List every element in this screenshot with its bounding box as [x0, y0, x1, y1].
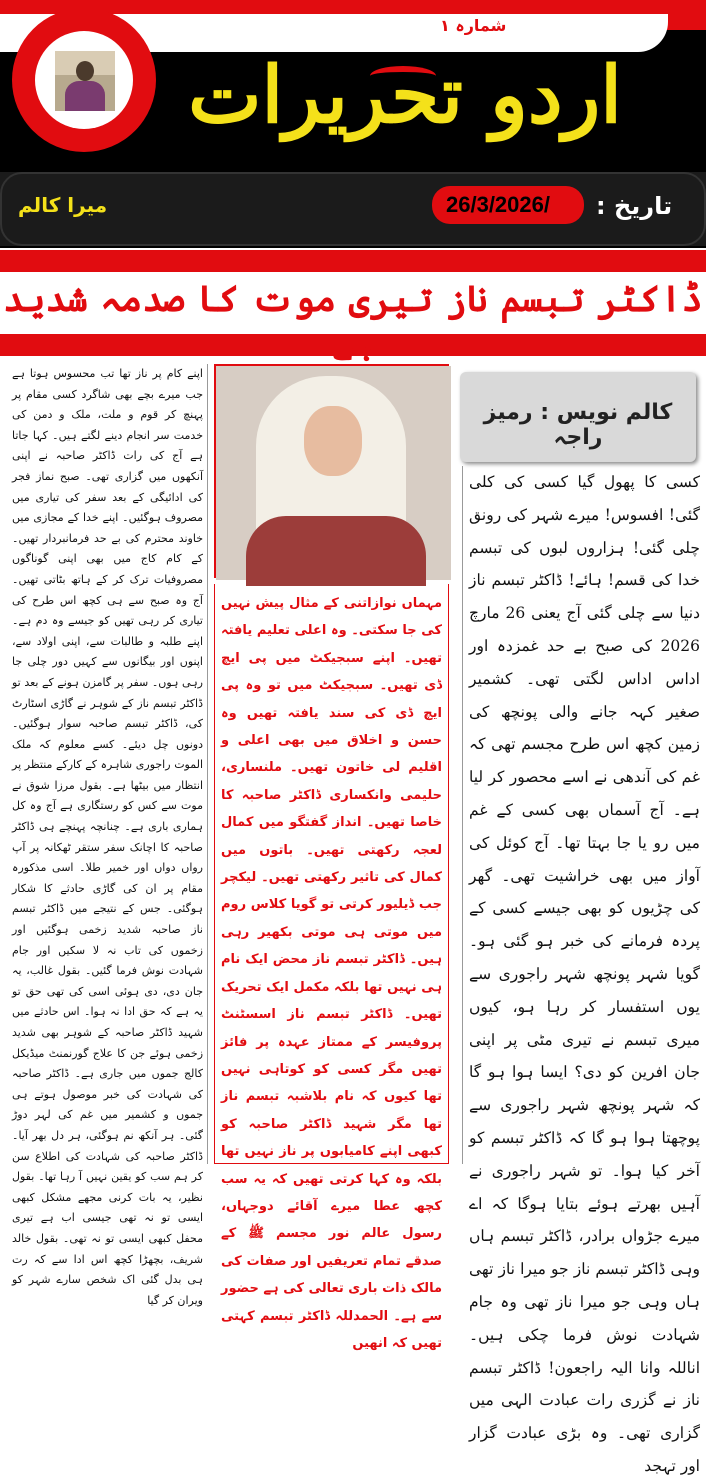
article-column-middle — [214, 584, 449, 1351]
column-name: میرا کالم — [18, 193, 108, 217]
article-text-middle: مہماں نوازاتنی کے مثال پیش نہیں کی جا سکتی۔ وہ اعلی تعلیم یافتہ تھیں۔ اپنے سبجیکٹ میں پی ایچ ڈی تھیں۔ سبجیکٹ میں تو وہ پی ایچ ڈی کی سند یافتہ تھیں وہ حسن و اخلاق میں بھی اعلی و اقلیم لی خاتون تھیں۔ ملنساری، حلیمی وانکساری ڈاکٹر صاحبہ کا خاصا تھیں۔ انداز گفتگو میں کمال لعجہ رکھتی تھیں۔ باتوں میں کمال کی تاثیر رکھتی تھیں۔ لیکچر جب ڈیلیور کرتی تو گویا کلاس روم میں موتی ہی موتی بکھیر رہی ہیں۔ ڈاکٹر تبسم ناز محض ایک نام ہی نہیں تھا بلکہ مکمل ایک تحریک تھیں۔ ڈاکٹر تبسم ناز اسسٹنٹ پروفیسر کے ممتاز عہدہ پر فائز تھیں مگر کسی کو کوتاہی نہیں تھا کیوں کہ نام بلاشبہ تبسم ناز تھا مگر شہید ڈاکٹر صاحبہ کو کبھی اپنے کامیابوں پر ناز نہیں تھا بلکہ وہ کہا کرتی تھیں کہ یہ سب کچھ عطا میرے آقائے دوجہاں، رسول عالم نور مجسم ﷺ کے صدقے تمام تعریفیں اور صفات کی مالک ذات باری تعالی کی ہے حضور سے ہے۔ الحمدللہ ڈاکٹر تبسم کہتی تھیں کہ انھیں — [221, 596, 442, 1351]
masthead-title: اردو تحریرات — [188, 50, 622, 141]
date-label: تاریخ : — [596, 192, 673, 220]
author-photo — [35, 31, 133, 129]
article-text-left: اپنے کام پر ناز تھا تب محسوس ہوتا ہے جب میرے بچے بھی شاگرد کسی مقام پر پہنچ کر قوم و ملت، ملک و دمن کی خدمت سر انجام دینے لگتے ہیں۔ کہا جاتا ہے آج کی رات ڈاکٹر صاحبہ نے اپنی آنکھوں میں گزاری تھی۔ صبح نماز فجر کی ادائیگی کے بعد سفر کی تیاری میں مصروف ہوگئیں۔ اپنے خدا کے مجازی میں خاوند محترم کی بے حد فرمانبردار تھیں۔ کے کام کاج میں بھی اپنی گوناگوں مصروفیات ترک کر کے ہاتھ بٹاتی تھیں۔ آج وہ صبح سے ہی کچھ اس طرح کی تیاری کر رہی تھیں کو جیسے وہ دم ہے۔ اپنے طلبہ و طالبات سے، اپنی اولاد سے، اپنوں اور بیگانوں سے کہیں دور چلی جا رہی ہوں۔ سفر پر گامزن ہونے کے بعد تو ڈاکٹر تبسم ناز کے شوہر نے گاڑی اسٹارٹ کی، ڈاکٹر تبسم صاحبہ سوار ہوگئیں۔ دونوں چل دیئے۔ کسے معلوم کہ ملک الموت راجوری شاہرہ کے کارکے منتظر پر انتظار میں بیٹھا ہے۔ بقول مرزا شوق نے موت سے کس کو رستگاری ہے آج وہ کل ہماری باری ہے۔ چنانچہ پہنچے ہی ڈاکٹر صاحبہ کا اچانک سفر ستقر ٹھکانہ پر آپ رواں دواں اور خمیر طلا۔ اسی مذکورہ مقام پر ان کی گاڑی حادثے کا شکار ہوگئی۔ جس کے نتیجے میں ڈاکٹر تبسم ناز صاحبہ شدید زخمی ہوگئیں اور زخموں کی تاب نہ لا سکیں اور جام شہادت نوش فرما گئیں۔ بقول غالب، یہ جان دی، دی ہوئی اسی کی تھی حق تو یہ ہے کہ حق ادا نہ ہوا۔ اس حادثے میں شہید ڈاکٹر صاحبہ کے شوہر بھی شدید زخمی ہوئے جن کا علاج گورنمنٹ میڈیکل کالج جموں میں جاری ہے۔ ڈاکٹر صاحبہ کی شہادت کی خبر موصول ہوتے ہی جموں و کشمیر میں غم کی لہر دوڑ گئی۔ ہر آنکھ نم ہوگئی، ہر دل بھر آیا۔ ڈاکٹر صاحبہ کی شہادت کی اطلاع سن کر ہم سب کو یقین نہیں آ رہا تھا۔ بقول نظیر، یہ بات کرنی مجھے مشکل کبھی ایسی تو نہ تھی جیسی اب ہے تیری محفل کبھی ایسی تو نہ تھی۔ بقول خالد شریف، بچھڑا کچھ اس ادا سے کہ رت ہی بدل گئی اک شخص سارے شہر کو ویران کر گیا — [12, 367, 203, 1307]
article-column-right — [462, 466, 700, 1475]
newspaper-header — [0, 0, 706, 248]
issue-number: شمارہ ۱ — [440, 16, 507, 35]
article-column-left — [12, 364, 208, 1307]
article-text-right: کسی کا پھول گیا کسی کی کلی گئی! افسوس! میرے شہر کی رونق چلی گئی! ہزاروں لبوں کی تبسم خدا کی قسم! ہائے! ڈاکٹر تبسم ناز دنیا سے چلی گئی آج یعنی 26 مارچ 2026 کی صبح بے حد غمزدہ اور اداس اداس لگتی تھی۔ کشمیر صغیر کہہ جانے والی پونچھ کی زمین کچھ اس طرح مجسم تھی کہ غم کی آندھی نے اسے محصور کر لیا ہے۔ آج آسماں بھی کسی کے غم میں رو یا جا بہتا تھا۔ آج کوئل کی آواز میں بھی خراشیت تھی۔ گھر کی چڑیوں کو بھی جیسے کسی کے پردہ فرمانے کی خبر ہو گئی ہو۔ گویا شہر پونچھ شہر راجوری سے یوں استفسار کر رہا ہو، کیوں میری تبسم نے تیری مٹی پر اپنی جان افرین کو دی؟ ایسا ہوا ہو گا کہ شہر پونچھ شہر راجوری سے پوچھتا ہوا ہو گا کہ ڈاکٹر تبسم کو آخر کیا ہوا۔ تو شہر راجوری نے آہیں بھرتے ہوئے بتایا ہوگا کہ اے میرے جڑواں برادر، ڈاکٹر تبسم ہاں وہی ڈاکٹر تبسم ناز جو میرا ناز تھی ہاں وہی جو میرا ناز تھی وہ جام شہادت نوش فرما چکی ہیں۔ اناللہ وانا الیہ راجعون! ڈاکٹر تبسم ناز نے گزری رات عبادت الہی میں گزاری تھی۔ وہ بڑی عبادت گزار اور تہجد — [469, 473, 700, 1475]
author-photo-ring — [12, 8, 156, 152]
byline: کالم نویس : رمیز راجہ — [483, 400, 673, 450]
headline: ڈاکٹر تبسم ناز تیری موت کا صدمہ شدید ہے — [3, 278, 703, 362]
portrait-photo — [214, 364, 449, 578]
date-value: 26/3/2026/ — [446, 192, 550, 217]
